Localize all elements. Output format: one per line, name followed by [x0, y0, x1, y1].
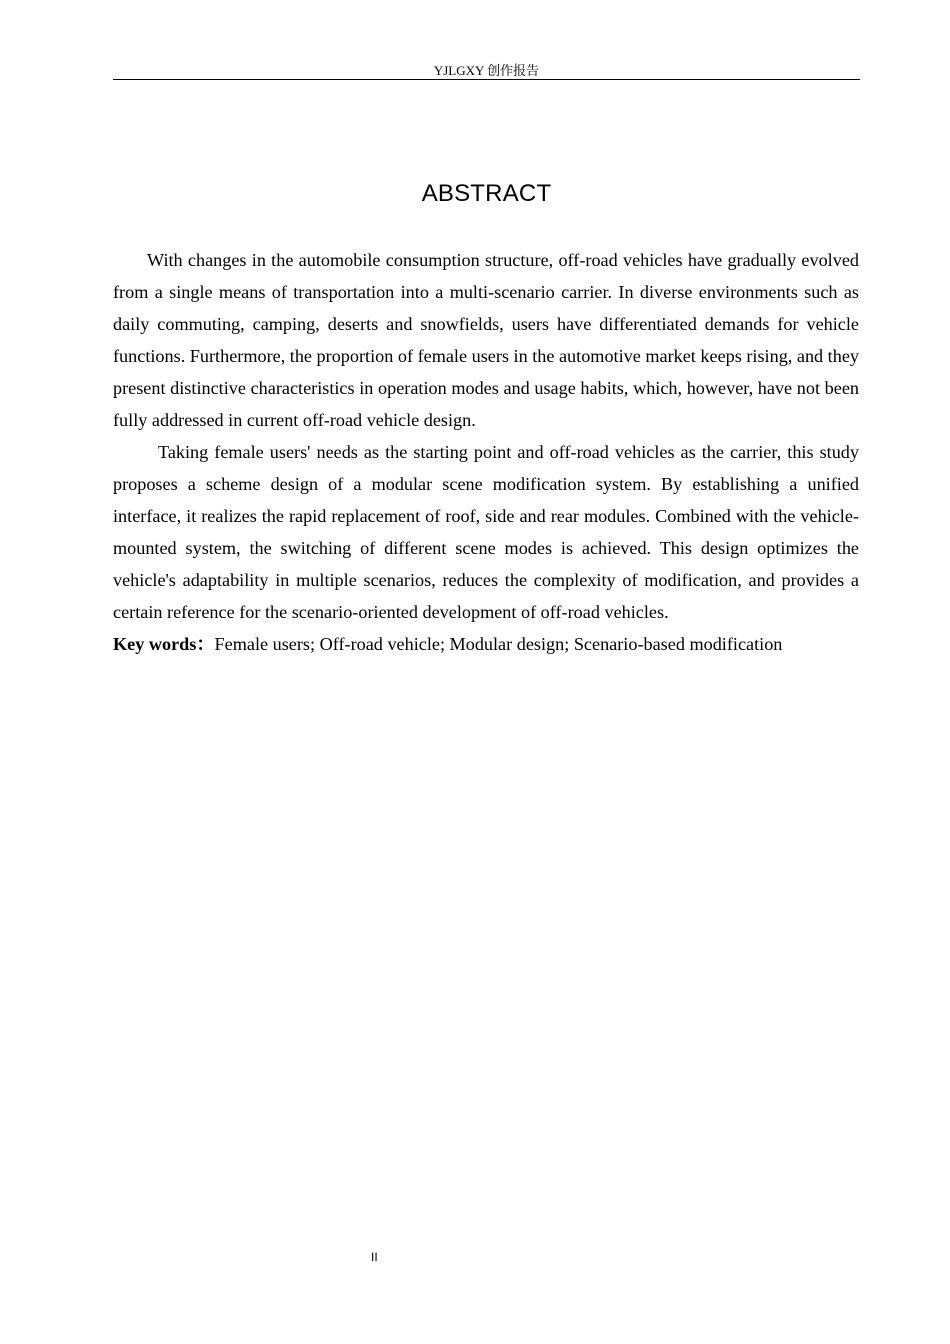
page-number: II — [371, 1250, 378, 1264]
abstract-title: ABSTRACT — [421, 180, 552, 207]
page-header — [113, 62, 860, 80]
abstract-body — [113, 244, 859, 660]
abstract-paragraph-1: With changes in the automobile consumption structure, off-road vehicles have gradually evolved from a single means of transportation into a multi-scenario carrier. In diverse environments such as daily commuting, camping, deserts and snowfields, users have differentiated demands for vehicle functions. Furthermore, the proportion of female users in the automotive market keeps rising, and they present distinctive characteristics in operation modes and usage habits, which, however, have not been fully addressed in current off-road vehicle design. — [113, 250, 859, 430]
abstract-paragraph-2: Taking female users' needs as the starting point and off-road vehicles as the carrier, this study proposes a scheme design of a modular scene modification system. By establishing a unified interface, it realizes the rapid replacement of roof, side and rear modules. Combined with the vehicle-mounted system, the switching of different scene modes is achieved. This design optimizes the vehicle's adaptability in multiple scenarios, reduces the complexity of modification, and provides a certain reference for the scenario-oriented development of off-road vehicles. — [113, 442, 859, 622]
keywords-line — [113, 628, 859, 660]
keywords-text: Female users; Off-road vehicle; Modular design; Scenario-based modification — [214, 634, 783, 654]
page-header-text: YJLGXY 创作报告 — [433, 63, 540, 78]
keywords-label: Key words： — [113, 634, 215, 654]
